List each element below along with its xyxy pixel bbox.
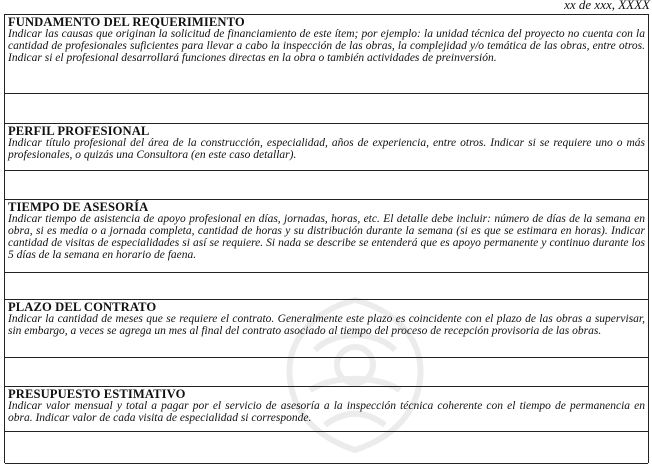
section-description: Indicar título profesional del área de la construcción, especialidad, años de experiencia, entre otros. Indicar si se requiere uno o más profesionales, o quizás una Consultora (en este caso detallar).: [8, 137, 645, 161]
section-heading: PLAZO DEL CONTRATO: [8, 300, 157, 314]
section-heading: FUNDAMENTO DEL REQUERIMIENTO: [8, 15, 245, 29]
answer-field-fundamento[interactable]: [5, 94, 648, 124]
section-heading: TIEMPO DE ASESORÍA: [8, 200, 149, 214]
answer-field-tiempo[interactable]: [5, 273, 648, 300]
answer-field-perfil[interactable]: [5, 171, 648, 200]
document-date: xx de xxx, XXXX: [564, 0, 650, 12]
section-perfil: [5, 124, 648, 171]
section-description: Indicar las causas que originan la solicitud de financiamiento de este ítem; por ejemplo: la unidad técnica del proyecto no cuenta con la cantidad de profesionales suficientes para llevar a cabo la inspección de las obras, la complejidad y/o temática de las obras, entre otros. Indicar si el profesional desarrollará funciones directas en la obra o también actividades de preinversión.: [8, 28, 645, 64]
answer-field-plazo[interactable]: [5, 358, 648, 387]
section-tiempo: [5, 200, 648, 273]
section-heading: PERFIL PROFESIONAL: [8, 124, 150, 138]
section-description: Indicar la cantidad de meses que se requiere el contrato. Generalmente este plazo es coincidente con el plazo de las obras a supervisar, sin embargo, a veces se agrega un mes al final del contrato asociado al tiempo del proceso de recepción provisoria de las obras.: [8, 313, 645, 337]
section-fundamento: [5, 15, 648, 94]
section-presupuesto: [5, 387, 648, 432]
section-description: Indicar tiempo de asistencia de apoyo profesional en días, jornadas, horas, etc. El detalle debe incluir: número de días de la semana en obra, si es media o a jornada completa, cantidad de horas y su distribución durante la semana (si es que se estimara en horas). Indicar cantidad de visitas de especialidades si así se requiere. Si nada se describe se entenderá que es apoyo permanente y continuo durante los 5 días de la semana en horario de faena.: [8, 213, 645, 261]
section-description: Indicar valor mensual y total a pagar por el servicio de asesoría a la inspección técnica coherente con el tiempo de permanencia en obra. Indicar valor de cada visita de especialidad si corresponde.: [8, 400, 645, 424]
requirement-table: [4, 14, 649, 463]
answer-field-presupuesto[interactable]: [5, 432, 648, 464]
section-plazo: [5, 300, 648, 358]
section-heading: PRESUPUESTO ESTIMATIVO: [8, 387, 186, 401]
